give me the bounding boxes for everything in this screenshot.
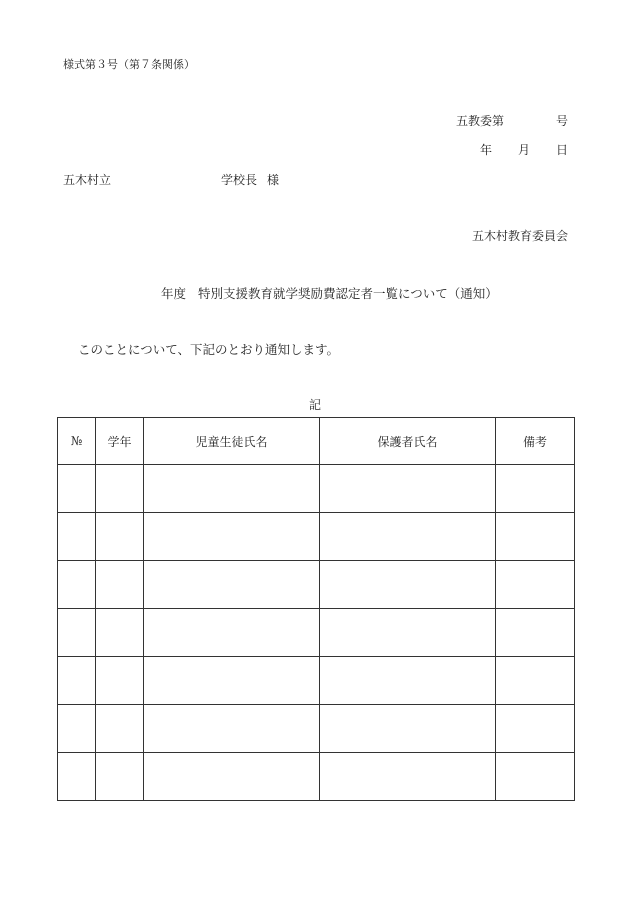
header-grade: 学年 bbox=[96, 418, 144, 465]
roster-table bbox=[57, 417, 575, 801]
date-month: 月 bbox=[517, 143, 530, 157]
cell-student-name[interactable] bbox=[144, 753, 320, 801]
cell-student-name[interactable] bbox=[144, 657, 320, 705]
table-row bbox=[58, 657, 575, 705]
cell-number[interactable] bbox=[58, 465, 96, 513]
cell-student-name[interactable] bbox=[144, 705, 320, 753]
cell-remarks[interactable] bbox=[496, 513, 575, 561]
table-row bbox=[58, 753, 575, 801]
cell-remarks[interactable] bbox=[496, 705, 575, 753]
cell-grade[interactable] bbox=[96, 753, 144, 801]
form-number: 様式第３号（第７条関係） bbox=[63, 58, 195, 71]
cell-guardian-name[interactable] bbox=[320, 753, 496, 801]
date-year: 年 bbox=[479, 143, 492, 157]
cell-guardian-name[interactable] bbox=[320, 609, 496, 657]
cell-guardian-name[interactable] bbox=[320, 465, 496, 513]
table-row bbox=[58, 609, 575, 657]
table-row bbox=[58, 513, 575, 561]
ki-heading: 記 bbox=[309, 398, 322, 412]
title-subject: 特別支援教育就学奨励費認定者一覧について（通知） bbox=[198, 286, 498, 301]
sender: 五木村教育委員会 bbox=[471, 229, 568, 243]
title-year: 年度 bbox=[161, 286, 187, 301]
cell-guardian-name[interactable] bbox=[320, 513, 496, 561]
header-number: № bbox=[58, 418, 96, 465]
table-row bbox=[58, 705, 575, 753]
document-title bbox=[161, 284, 498, 302]
cell-student-name[interactable] bbox=[144, 465, 320, 513]
cell-grade[interactable] bbox=[96, 705, 144, 753]
header-guardian-name: 保護者氏名 bbox=[320, 418, 496, 465]
document-number bbox=[456, 112, 568, 129]
cell-guardian-name[interactable] bbox=[320, 561, 496, 609]
document-number-prefix: 五教委第 bbox=[455, 114, 504, 128]
table-row bbox=[58, 561, 575, 609]
cell-grade[interactable] bbox=[96, 561, 144, 609]
cell-remarks[interactable] bbox=[496, 753, 575, 801]
cell-number[interactable] bbox=[58, 561, 96, 609]
cell-number[interactable] bbox=[58, 609, 96, 657]
recipient-village: 五木村立 bbox=[63, 173, 112, 187]
recipient-principal: 学校長 bbox=[221, 173, 258, 187]
document-number-suffix: 号 bbox=[555, 114, 568, 128]
cell-number[interactable] bbox=[58, 705, 96, 753]
recipient-honorific: 様 bbox=[267, 173, 280, 187]
cell-remarks[interactable] bbox=[496, 609, 575, 657]
table-header-row bbox=[58, 418, 575, 465]
cell-grade[interactable] bbox=[96, 657, 144, 705]
cell-guardian-name[interactable] bbox=[320, 657, 496, 705]
cell-student-name[interactable] bbox=[144, 609, 320, 657]
date-day: 日 bbox=[555, 143, 568, 157]
cell-student-name[interactable] bbox=[144, 513, 320, 561]
document-date bbox=[480, 141, 568, 158]
cell-grade[interactable] bbox=[96, 465, 144, 513]
header-student-name: 児童生徒氏名 bbox=[144, 418, 320, 465]
cell-grade[interactable] bbox=[96, 513, 144, 561]
cell-number[interactable] bbox=[58, 753, 96, 801]
cell-number[interactable] bbox=[58, 513, 96, 561]
cell-remarks[interactable] bbox=[496, 657, 575, 705]
cell-grade[interactable] bbox=[96, 609, 144, 657]
recipient bbox=[63, 171, 279, 188]
cell-remarks[interactable] bbox=[496, 561, 575, 609]
cell-remarks[interactable] bbox=[496, 465, 575, 513]
body-text: このことについて、下記のとおり通知します。 bbox=[78, 342, 340, 357]
cell-student-name[interactable] bbox=[144, 561, 320, 609]
cell-guardian-name[interactable] bbox=[320, 705, 496, 753]
table-row bbox=[58, 465, 575, 513]
header-remarks: 備考 bbox=[496, 418, 575, 465]
cell-number[interactable] bbox=[58, 657, 96, 705]
